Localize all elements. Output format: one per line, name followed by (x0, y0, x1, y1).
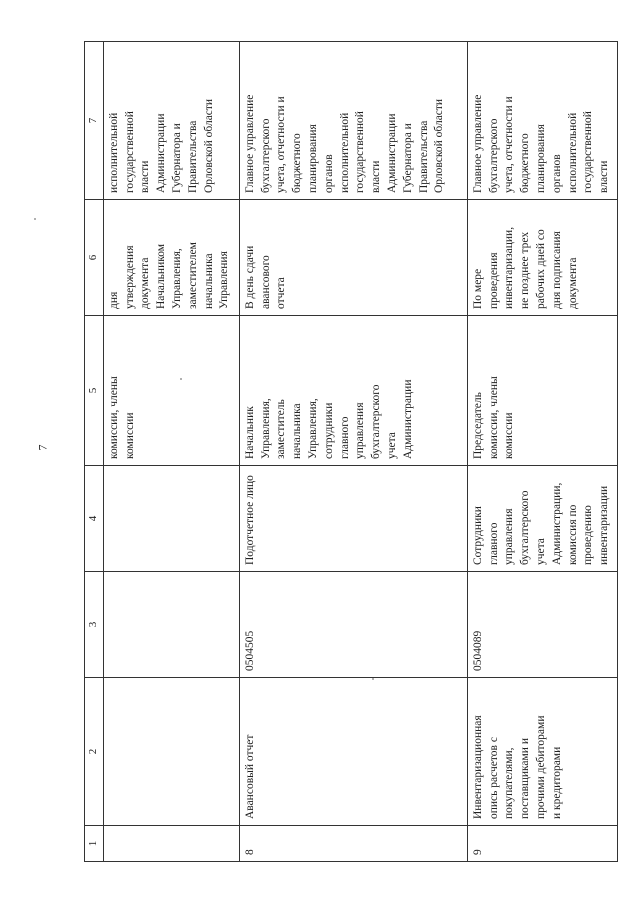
table-row (239, 42, 467, 862)
document-name-cell: Инвентаризационная опись расчетов с покупателями, поставщиками и прочими дебиторами и кредиторами (467, 678, 617, 826)
row-number-cell (103, 826, 239, 862)
signer-cell: комиссии, члены комиссии (103, 316, 239, 466)
deadline-cell: В день сдачи авансового отчета (239, 200, 467, 316)
row-number-cell: 8 (239, 826, 467, 862)
recipient-cell: Главное управление бухгалтерского учета, отчетности и бюджетного планирования органов исполнительной государственной власти Администрации Губернатора и Правительства Орловской области (239, 42, 467, 200)
recipient-cell: исполнительной государственной власти Администрации Губернатора и Правительства Орловской области (103, 42, 239, 200)
scan-speck (372, 678, 374, 680)
row-number-cell: 9 (467, 826, 617, 862)
table-row (103, 42, 239, 862)
scan-speck (180, 378, 182, 380)
header-cell: 1 (85, 826, 104, 862)
form-code-cell (103, 572, 239, 678)
recipient-cell: Главное управление бухгалтерского учета, отчетности и бюджетного планирования органов исполнительной государственной власти (467, 42, 617, 200)
header-cell: 4 (85, 466, 104, 572)
header-cell: 7 (85, 42, 104, 200)
document-table (84, 41, 618, 862)
preparer-cell: Подотчетное лицо (239, 466, 467, 572)
form-code-cell: 0504505 (239, 572, 467, 678)
signer-cell: Начальник Управления, заместитель начальника Управления, сотрудники главного управления бухгалтерского учета Администрации (239, 316, 467, 466)
header-row (85, 42, 104, 862)
deadline-cell: По мере проведения инвентаризации, не позднее трех рабочих дней со дня подписания документа (467, 200, 617, 316)
header-cell: 5 (85, 316, 104, 466)
header-cell: 3 (85, 572, 104, 678)
rotated-table-container (84, 42, 618, 862)
header-cell: 6 (85, 200, 104, 316)
preparer-cell (103, 466, 239, 572)
scan-speck (34, 218, 36, 220)
table-row (467, 42, 617, 862)
document-name-cell (103, 678, 239, 826)
document-name-cell: Авансовый отчет (239, 678, 467, 826)
form-code-cell: 0504089 (467, 572, 617, 678)
preparer-cell: Сотрудники главного управления бухгалтерского учета Администрации, комиссия по проведению инвентаризации (467, 466, 617, 572)
deadline-cell: дня утверждения документа Начальником Управления, заместителем начальника Управления (103, 200, 239, 316)
page-number: 7 (35, 444, 50, 451)
signer-cell: Председатель комиссии, члены комиссии (467, 316, 617, 466)
header-cell: 2 (85, 678, 104, 826)
